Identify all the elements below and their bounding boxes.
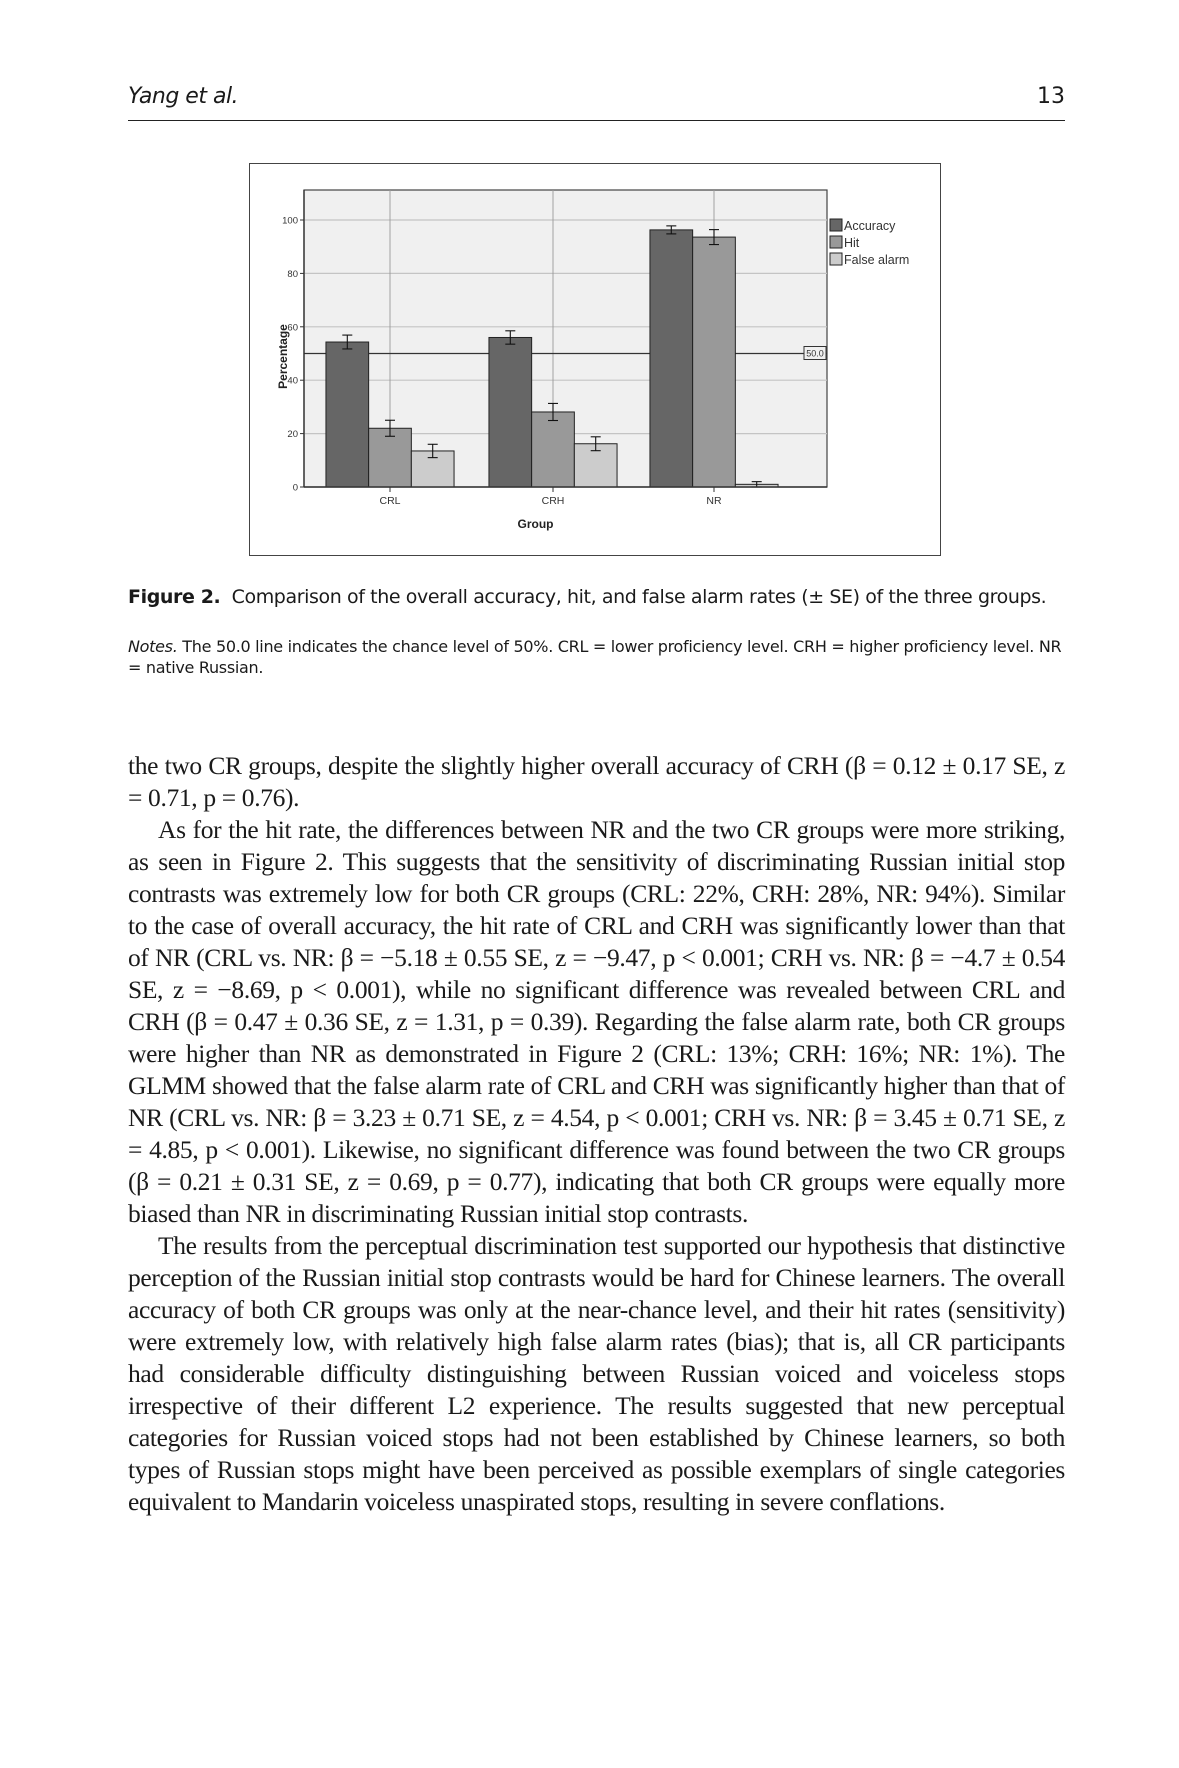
y-tick-label: 60 — [287, 322, 298, 334]
x-tick-label: CRL — [379, 495, 401, 507]
figure-caption-text: Comparison of the overall accuracy, hit, and false alarm rates (± SE) of the three groups. — [231, 586, 1047, 608]
page-number: 13 — [1037, 84, 1065, 109]
bar-hit — [369, 428, 412, 487]
bar-accuracy — [326, 342, 369, 487]
legend-swatch-hit — [830, 236, 842, 248]
bar-hit — [693, 237, 736, 487]
legend-swatch-false-alarm — [830, 253, 842, 265]
notes-text: The 50.0 line indicates the chance level of 50%. CRL = lower proficiency level. CRH = higher proficiency level. NR = native Russian. — [128, 637, 1062, 677]
y-tick-label: 40 — [287, 375, 298, 387]
body-text — [128, 750, 1065, 1518]
legend-label: False alarm — [844, 253, 910, 267]
x-tick-label: NR — [706, 495, 722, 507]
y-tick-label: 80 — [287, 268, 298, 280]
paragraph-hit-false-alarm: As for the hit rate, the differences between NR and the two CR groups were more striking, as seen in Figure 2. This suggests that the sensitivity of discriminating Russian initial stop contrasts was extremely low for both CR groups (CRL: 22%, CRH: 28%, NR: 94%). Similar to the case of overall accuracy, the hit rate of CRL and CRH was significantly lower than that of NR (CRL vs. NR: β = −5.18 ± 0.55 SE, z = −9.47, p < 0.001; CRH vs. NR: β = −4.7 ± 0.54 SE, z = −8.69, p < 0.001), while no significant difference was revealed between CRL and CRH (β = 0.47 ± 0.36 SE, z = 1.31, p = 0.39). Regarding the false alarm rate, both CR groups were higher than NR as demonstrated in Figure 2 (CRL: 13%; CRH: 16%; NR: 1%). The GLMM showed that the false alarm rate of CRL and CRH was significantly higher than that of NR (CRL vs. NR: β = 3.23 ± 0.71 SE, z = 4.54, p < 0.001; CRH vs. NR: β = 3.45 ± 0.71 SE, z = 4.85, p < 0.001). Likewise, no significant difference was found between the two CR groups (β = 0.21 ± 0.31 SE, z = 0.69, p = 0.77), indicating that both CR groups were equally more biased than NR in discriminating Russian initial stop contrasts. — [128, 815, 1065, 1228]
chance-level-label: 50.0 — [806, 348, 824, 359]
y-tick-label: 20 — [287, 429, 298, 441]
x-tick-label: CRH — [541, 495, 565, 507]
legend-label: Hit — [844, 236, 860, 250]
running-head — [128, 84, 1065, 121]
figure-notes — [128, 636, 1065, 678]
bar-accuracy — [489, 337, 532, 487]
paragraph-results-summary: The results from the perceptual discrimination test supported our hypothesis that distinctive perception of the Russian initial stop contrasts would be hard for Chinese learners. The overall accuracy of both CR groups was only at the near-chance level, and their hit rates (sensitivity) were extremely low, with relatively high false alarm rates (bias); that is, all CR participants had considerable difficulty distinguishing between Russian voiced and voiceless stops irrespective of their different L2 experience. The results suggested that new perceptual categories for Russian voiced stops had not been established by Chinese learners, so both types of Russian stops might have been perceived as possible exemplars of single categories equivalent to Mandarin voiceless unaspirated stops, resulting in severe conflations. — [128, 1231, 1065, 1516]
legend-label: Accuracy — [844, 219, 896, 233]
notes-label: Notes. — [128, 637, 178, 656]
bar-accuracy — [650, 230, 693, 487]
figure-caption — [128, 585, 1065, 609]
y-tick-label: 100 — [282, 215, 298, 227]
figure-2-chart — [249, 163, 941, 556]
paragraph-continued: the two CR groups, despite the slightly higher overall accuracy of CRH (β = 0.12 ± 0.17 SE, z = 0.71, p = 0.76). — [128, 751, 1065, 812]
figure-label: Figure 2. — [128, 586, 221, 608]
x-axis-title: Group — [517, 517, 554, 531]
y-tick-label: 0 — [292, 482, 298, 494]
running-head-author: Yang et al. — [128, 84, 239, 109]
bar-chart — [250, 164, 942, 557]
legend-swatch-accuracy — [830, 219, 842, 231]
bar-hit — [532, 412, 575, 487]
y-axis-title: Percentage — [276, 324, 290, 389]
